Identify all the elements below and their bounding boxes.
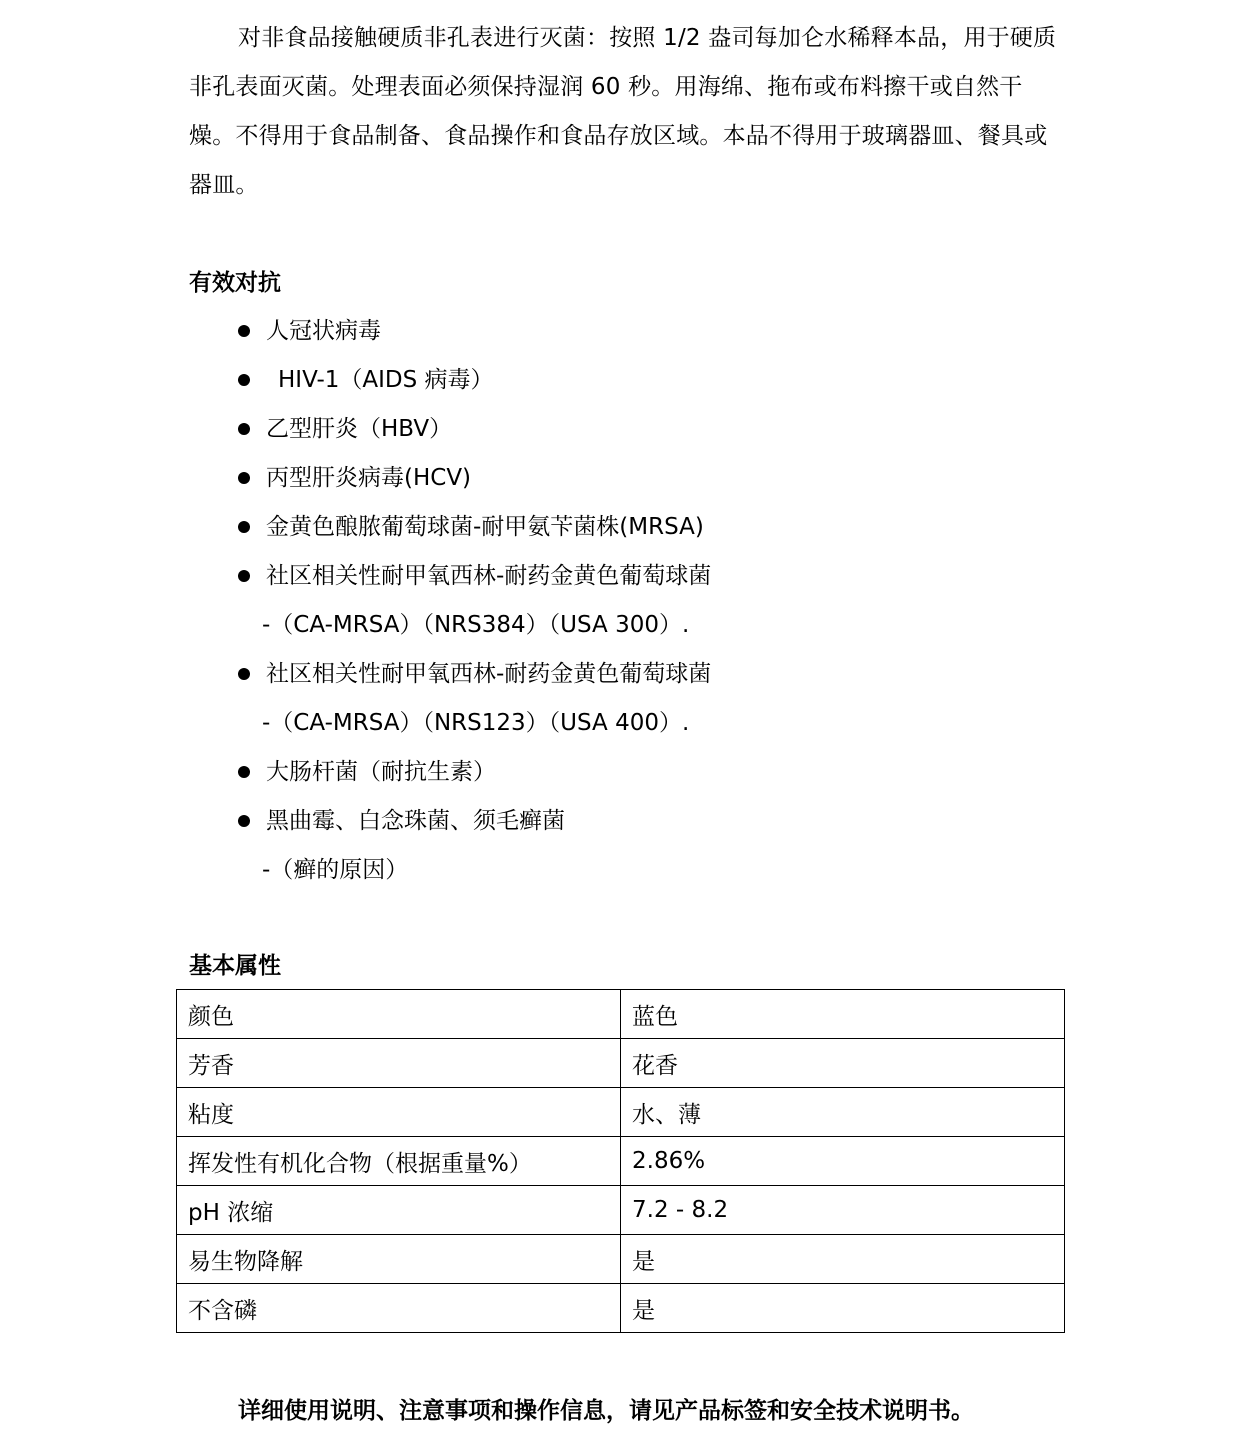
property-name-cell: 不含磷 <box>177 1284 621 1333</box>
list-item-text: 乙型肝炎（HBV） <box>266 416 453 442</box>
property-name-cell: 芳香 <box>177 1039 621 1088</box>
list-item-text: HIV-1（AIDS 病毒） <box>278 367 494 393</box>
bullet-icon <box>238 325 250 337</box>
property-name-cell: 颜色 <box>177 990 621 1039</box>
property-value-cell: 蓝色 <box>621 990 1065 1039</box>
bullet-icon <box>238 374 250 386</box>
list-item <box>238 748 998 797</box>
list-item <box>238 356 998 405</box>
table-row <box>177 1137 1065 1186</box>
intro-paragraph: 对非食品接触硬质非孔表进行灭菌：按照 1/2 盎司每加仑水稀释本品，用于硬质非孔表面灭菌。处理表面必须保持湿润 60 秒。用海绵、拖布或布料擦干或自然干燥。不得用于食品制备、食品操作和食品存放区域。本品不得用于玻璃器皿、餐具或器皿。 <box>189 25 1057 198</box>
property-value-cell: 花香 <box>621 1039 1065 1088</box>
property-value-cell: 7.2 - 8.2 <box>621 1186 1065 1235</box>
properties-heading: 基本属性 <box>189 953 281 979</box>
property-name-cell: 易生物降解 <box>177 1235 621 1284</box>
list-item-subtext: -（CA-MRSA）（NRS123）（USA 400）. <box>262 710 690 736</box>
effective-against-list <box>238 307 998 895</box>
list-item <box>238 454 998 503</box>
list-item-subtext: -（癣的原因） <box>262 857 409 883</box>
bullet-icon <box>238 423 250 435</box>
table-row <box>177 1088 1065 1137</box>
list-item-text: 大肠杆菌（耐抗生素） <box>266 759 496 785</box>
table-row <box>177 990 1065 1039</box>
property-value-cell: 是 <box>621 1235 1065 1284</box>
list-item <box>238 650 998 748</box>
bullet-icon <box>238 668 250 680</box>
property-value-cell: 2.86% <box>621 1137 1065 1186</box>
property-name-cell: 粘度 <box>177 1088 621 1137</box>
bullet-icon <box>238 521 250 533</box>
property-value-cell: 水、薄 <box>621 1088 1065 1137</box>
bullet-icon <box>238 815 250 827</box>
list-item <box>238 405 998 454</box>
property-name-cell: 挥发性有机化合物（根据重量%） <box>177 1137 621 1186</box>
property-name-cell: pH 浓缩 <box>177 1186 621 1235</box>
footer-note: 详细使用说明、注意事项和操作信息，请见产品标签和安全技术说明书。 <box>238 1398 974 1424</box>
properties-table <box>176 989 1065 1333</box>
list-item-text: 黑曲霉、白念珠菌、须毛癣菌 <box>266 808 565 834</box>
property-value-cell: 是 <box>621 1284 1065 1333</box>
list-item <box>238 797 998 895</box>
list-item <box>238 307 998 356</box>
list-item-text: 社区相关性耐甲氧西林-耐药金黄色葡萄球菌 <box>266 661 712 687</box>
list-item <box>238 552 998 650</box>
table-row <box>177 1039 1065 1088</box>
list-item-text: 丙型肝炎病毒(HCV) <box>266 465 472 491</box>
table-row <box>177 1284 1065 1333</box>
bullet-icon <box>238 766 250 778</box>
list-item <box>238 503 998 552</box>
list-item-subtext: -（CA-MRSA）（NRS384）（USA 300）. <box>262 612 690 638</box>
list-item-text: 人冠状病毒 <box>266 318 381 344</box>
table-row <box>177 1186 1065 1235</box>
effective-against-heading: 有效对抗 <box>189 270 281 296</box>
table-row <box>177 1235 1065 1284</box>
bullet-icon <box>238 570 250 582</box>
list-item-text: 金黄色酿脓葡萄球菌-耐甲氨苄菌株(MRSA) <box>266 514 704 540</box>
list-item-text: 社区相关性耐甲氧西林-耐药金黄色葡萄球菌 <box>266 563 712 589</box>
bullet-icon <box>238 472 250 484</box>
